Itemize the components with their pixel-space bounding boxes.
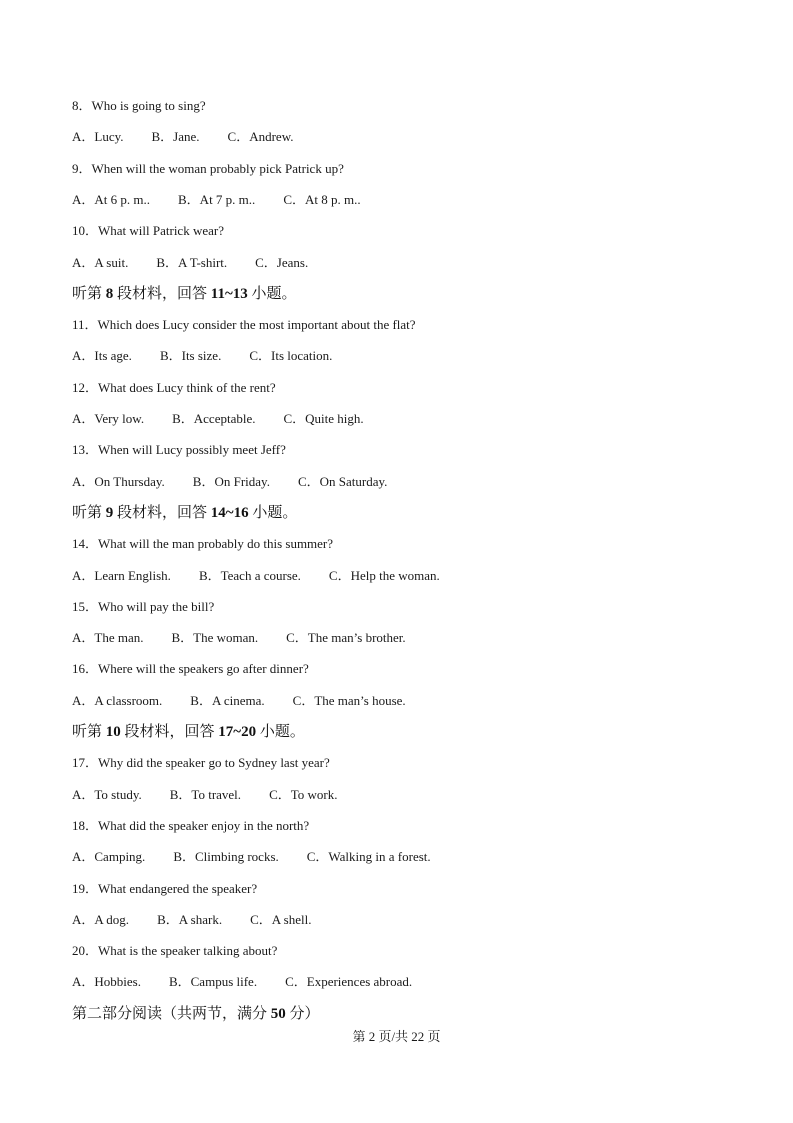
heading-number: 10: [102, 724, 125, 740]
option-a: A．A suit.: [72, 255, 129, 270]
question-text: 13．When will Lucy possibly meet Jeff?: [72, 442, 286, 457]
heading-middle: 段材料，回答: [124, 724, 215, 740]
section-heading: [72, 503, 297, 523]
question-text: 11．Which does Lucy consider the most important about the flat?: [72, 317, 416, 332]
option-a: A．Learn English.: [72, 568, 171, 583]
option-c: C．The man’s house.: [292, 693, 406, 708]
option-b: B．A shark.: [157, 912, 223, 927]
section-heading: [72, 722, 305, 742]
answer-options: [72, 128, 294, 146]
answer-options: [72, 973, 412, 991]
option-b: B．A cinema.: [190, 693, 265, 708]
option-c: C．On Saturday.: [297, 474, 388, 489]
heading-range: 11~13: [207, 286, 252, 302]
option-a: A．To study.: [72, 787, 142, 802]
option-a: A．Lucy.: [72, 129, 124, 144]
option-a: A．Its age.: [72, 348, 132, 363]
question-text: 9．When will the woman probably pick Patrick up?: [72, 161, 344, 176]
option-a: A．Hobbies.: [72, 974, 141, 989]
option-b: B．The woman.: [171, 630, 259, 645]
option-c: C．At 8 p. m..: [283, 192, 361, 207]
answer-options: [72, 911, 311, 929]
heading-range: 17~20: [214, 724, 260, 740]
heading-middle: 段材料，回答: [117, 286, 208, 302]
part-suffix: 分）: [289, 1006, 320, 1022]
answer-options: [72, 692, 406, 710]
option-c: C．Quite high.: [283, 411, 364, 426]
question-text: 19．What endangered the speaker?: [72, 881, 258, 896]
option-b: B．Its size.: [159, 348, 222, 363]
option-a: A．Very low.: [72, 411, 145, 426]
option-c: C．Jeans.: [255, 255, 309, 270]
option-b: B．Acceptable.: [172, 411, 256, 426]
option-c: C．Walking in a forest.: [306, 849, 431, 864]
heading-suffix: 小题。: [251, 286, 297, 302]
part-heading: [72, 1004, 320, 1024]
part-prefix: 第二部分阅读（共两节，满分: [72, 1006, 268, 1022]
option-b: B．On Friday.: [192, 474, 270, 489]
part-score: 50: [267, 1006, 290, 1022]
answer-options: [72, 567, 440, 585]
heading-suffix: 小题。: [252, 505, 298, 521]
option-b: B．Teach a course.: [198, 568, 301, 583]
question-text: 15．Who will pay the bill?: [72, 599, 215, 614]
answer-options: [72, 848, 431, 866]
heading-number: 9: [102, 505, 118, 521]
question-text: 12．What does Lucy think of the rent?: [72, 380, 276, 395]
page-footer: 第 2 页/共 22 页: [352, 1029, 441, 1044]
option-c: C．To work.: [269, 787, 338, 802]
option-a: A．At 6 p. m..: [72, 192, 151, 207]
option-c: C．Its location.: [249, 348, 333, 363]
option-c: C．Help the woman.: [328, 568, 440, 583]
option-c: C．Andrew.: [227, 129, 294, 144]
answer-options: [72, 410, 364, 428]
answer-options: [72, 629, 406, 647]
option-b: B．A T-shirt.: [156, 255, 228, 270]
option-b: B．To travel.: [169, 787, 242, 802]
option-b: B．At 7 p. m..: [178, 192, 256, 207]
heading-prefix: 听第: [72, 505, 103, 521]
option-c: C．The man’s brother.: [286, 630, 406, 645]
question-text: 8．Who is going to sing?: [72, 98, 206, 113]
option-a: A．A classroom.: [72, 693, 163, 708]
heading-number: 8: [102, 286, 118, 302]
heading-range: 14~16: [207, 505, 253, 521]
answer-options: [72, 786, 337, 804]
question-text: 17．Why did the speaker go to Sydney last year?: [72, 755, 330, 770]
option-a: A．Camping.: [72, 849, 146, 864]
question-text: 14．What will the man probably do this summer?: [72, 536, 334, 551]
question-text: 18．What did the speaker enjoy in the north?: [72, 818, 310, 833]
question-text: 10．What will Patrick wear?: [72, 223, 224, 238]
answer-options: [72, 347, 332, 365]
option-c: C．A shell.: [250, 912, 312, 927]
option-b: B．Jane.: [151, 129, 200, 144]
heading-middle: 段材料，回答: [117, 505, 208, 521]
answer-options: [72, 473, 387, 491]
option-b: B．Climbing rocks.: [173, 849, 279, 864]
question-text: 16．Where will the speakers go after dinner?: [72, 661, 309, 676]
heading-prefix: 听第: [72, 724, 103, 740]
option-c: C．Experiences abroad.: [285, 974, 413, 989]
heading-prefix: 听第: [72, 286, 103, 302]
heading-suffix: 小题。: [259, 724, 305, 740]
answer-options: [72, 191, 361, 209]
option-b: B．Campus life.: [168, 974, 258, 989]
question-text: 20．What is the speaker talking about?: [72, 943, 278, 958]
section-heading: [72, 284, 297, 304]
option-a: A．A dog.: [72, 912, 130, 927]
option-a: A．On Thursday.: [72, 474, 165, 489]
option-a: A．The man.: [72, 630, 144, 645]
answer-options: [72, 254, 308, 272]
